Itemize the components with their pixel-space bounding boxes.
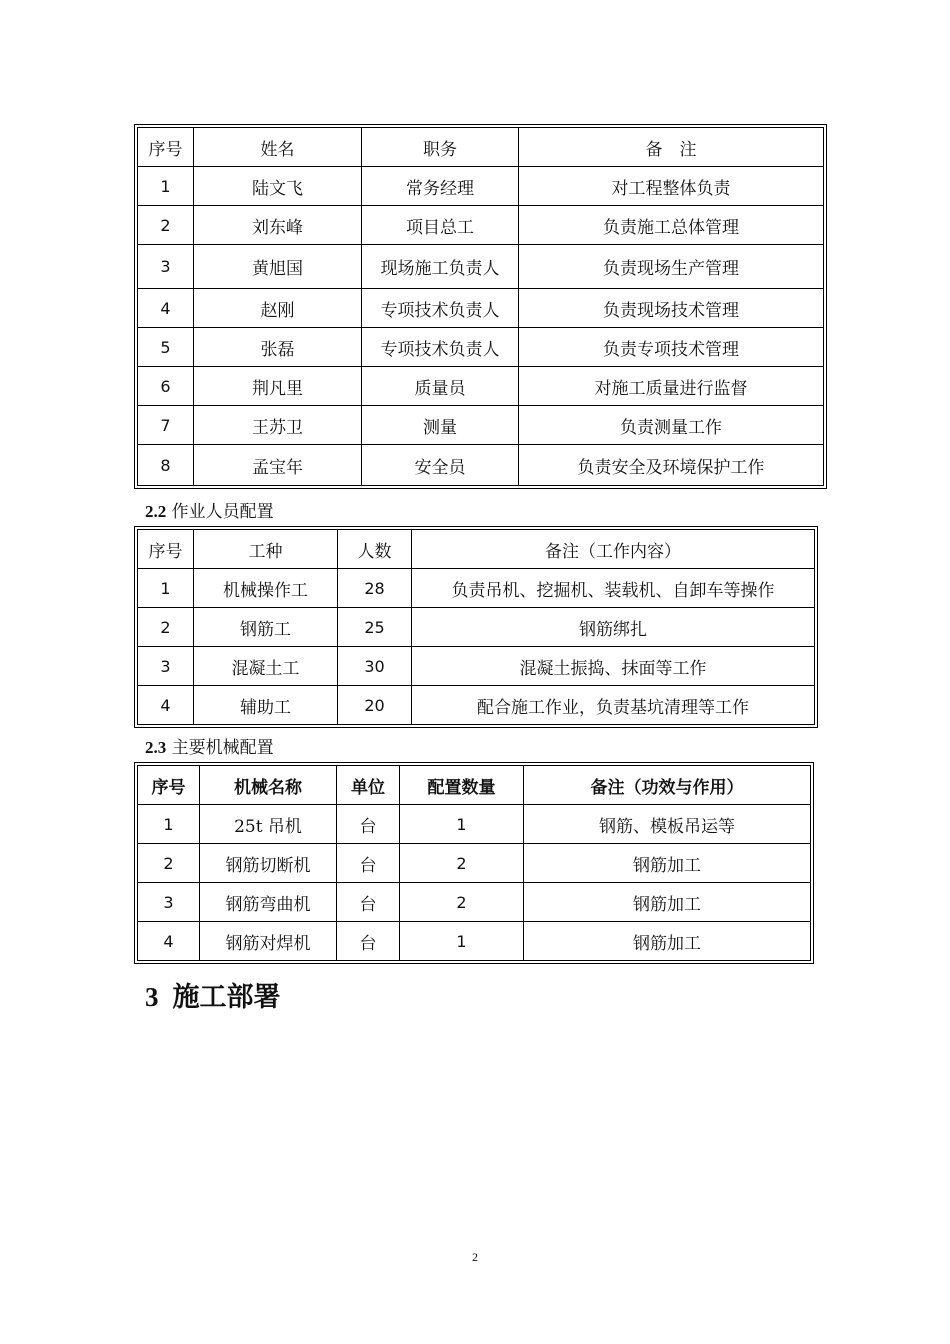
- table-cell: 负责现场技术管理: [519, 289, 824, 328]
- table-cell: 混凝土振捣、抹面等工作: [412, 647, 815, 686]
- table-cell: 28: [338, 569, 412, 608]
- table-cell: 专项技术负责人: [362, 328, 519, 367]
- table-row: [138, 245, 824, 289]
- table-cell: 5: [138, 328, 194, 367]
- table-cell: 钢筋加工: [524, 922, 811, 961]
- header-cell: 职务: [362, 128, 519, 167]
- table-cell: 25t 吊机: [200, 805, 337, 844]
- header-cell: 序号: [138, 766, 200, 805]
- table-cell: 1: [138, 569, 194, 608]
- table-cell: 1: [138, 167, 194, 206]
- header-cell: 人数: [338, 530, 412, 569]
- section-heading-3: [145, 975, 281, 1014]
- machines-table: [137, 765, 811, 961]
- workers-table: [137, 529, 815, 725]
- table-cell: 机械操作工: [194, 569, 338, 608]
- table-cell: 张磊: [194, 328, 362, 367]
- table-cell: 刘东峰: [194, 206, 362, 245]
- table-cell: 1: [400, 805, 524, 844]
- table-row: [138, 445, 824, 486]
- table-cell: 负责测量工作: [519, 406, 824, 445]
- header-cell: 序号: [138, 530, 194, 569]
- section-number: 2.2: [145, 502, 167, 521]
- table-row: [138, 608, 815, 647]
- table-row: [138, 686, 815, 725]
- staff-table: [137, 127, 824, 486]
- table-cell: 负责施工总体管理: [519, 206, 824, 245]
- table-cell: 2: [138, 844, 200, 883]
- table-header-row: [138, 530, 815, 569]
- table-cell: 2: [400, 844, 524, 883]
- table-cell: 黄旭国: [194, 245, 362, 289]
- table-cell: 王苏卫: [194, 406, 362, 445]
- table-cell: 负责现场生产管理: [519, 245, 824, 289]
- section-number: 3: [145, 982, 159, 1012]
- table-row: [138, 328, 824, 367]
- table-cell: 2: [138, 608, 194, 647]
- section-number: 2.3: [145, 738, 167, 757]
- table-cell: 混凝土工: [194, 647, 338, 686]
- table-cell: 测量: [362, 406, 519, 445]
- table-cell: 30: [338, 647, 412, 686]
- table-cell: 荆凡里: [194, 367, 362, 406]
- table-row: [138, 922, 811, 961]
- table-row: [138, 167, 824, 206]
- header-cell: 机械名称: [200, 766, 337, 805]
- table-cell: 质量员: [362, 367, 519, 406]
- table-cell: 安全员: [362, 445, 519, 486]
- table-cell: 现场施工负责人: [362, 245, 519, 289]
- table-row: [138, 647, 815, 686]
- table-cell: 20: [338, 686, 412, 725]
- table-row: [138, 569, 815, 608]
- table-cell: 1: [400, 922, 524, 961]
- table-row: [138, 289, 824, 328]
- table-cell: 8: [138, 445, 194, 486]
- table-cell: 陆文飞: [194, 167, 362, 206]
- table-cell: 25: [338, 608, 412, 647]
- table-cell: 孟宝年: [194, 445, 362, 486]
- table-cell: 3: [138, 883, 200, 922]
- table-cell: 钢筋弯曲机: [200, 883, 337, 922]
- table-header-row: [138, 766, 811, 805]
- header-cell: 配置数量: [400, 766, 524, 805]
- table-cell: 台: [337, 883, 400, 922]
- header-cell: 单位: [337, 766, 400, 805]
- table-cell: 3: [138, 245, 194, 289]
- table-cell: 钢筋、模板吊运等: [524, 805, 811, 844]
- table-cell: 钢筋绑扎: [412, 608, 815, 647]
- table-cell: 钢筋加工: [524, 883, 811, 922]
- table-cell: 辅助工: [194, 686, 338, 725]
- table-cell: 台: [337, 922, 400, 961]
- table-row: [138, 883, 811, 922]
- table-row: [138, 406, 824, 445]
- page-number: 2: [472, 1250, 478, 1264]
- header-cell: 备 注: [519, 128, 824, 167]
- table-cell: 3: [138, 647, 194, 686]
- table-cell: 对施工质量进行监督: [519, 367, 824, 406]
- table-row: [138, 805, 811, 844]
- header-cell: 序号: [138, 128, 194, 167]
- table-cell: 钢筋加工: [524, 844, 811, 883]
- table-row: [138, 206, 824, 245]
- table-cell: 钢筋对焊机: [200, 922, 337, 961]
- table-cell: 钢筋工: [194, 608, 338, 647]
- table-cell: 台: [337, 844, 400, 883]
- section-title: 主要机械配置: [171, 738, 274, 758]
- section-heading-2-3: [145, 733, 274, 758]
- table-cell: 钢筋切断机: [200, 844, 337, 883]
- table-cell: 负责专项技术管理: [519, 328, 824, 367]
- table-header-row: [138, 128, 824, 167]
- header-cell: 备注（工作内容）: [412, 530, 815, 569]
- table-row: [138, 367, 824, 406]
- table-cell: 常务经理: [362, 167, 519, 206]
- table-cell: 配合施工作业，负责基坑清理等工作: [412, 686, 815, 725]
- table-cell: 对工程整体负责: [519, 167, 824, 206]
- table-cell: 6: [138, 367, 194, 406]
- section-title: 施工部署: [172, 982, 281, 1013]
- section-title: 作业人员配置: [171, 502, 274, 522]
- table-cell: 负责安全及环境保护工作: [519, 445, 824, 486]
- section-heading-2-2: [145, 497, 274, 522]
- table-cell: 7: [138, 406, 194, 445]
- header-cell: 姓名: [194, 128, 362, 167]
- table-cell: 负责吊机、挖掘机、装载机、自卸车等操作: [412, 569, 815, 608]
- table-cell: 2: [400, 883, 524, 922]
- table-cell: 2: [138, 206, 194, 245]
- table-cell: 4: [138, 289, 194, 328]
- table-cell: 4: [138, 922, 200, 961]
- table-cell: 项目总工: [362, 206, 519, 245]
- table-cell: 赵刚: [194, 289, 362, 328]
- header-cell: 备注（功效与作用）: [524, 766, 811, 805]
- table-cell: 1: [138, 805, 200, 844]
- table-row: [138, 844, 811, 883]
- header-cell: 工种: [194, 530, 338, 569]
- table-cell: 4: [138, 686, 194, 725]
- table-cell: 专项技术负责人: [362, 289, 519, 328]
- table-cell: 台: [337, 805, 400, 844]
